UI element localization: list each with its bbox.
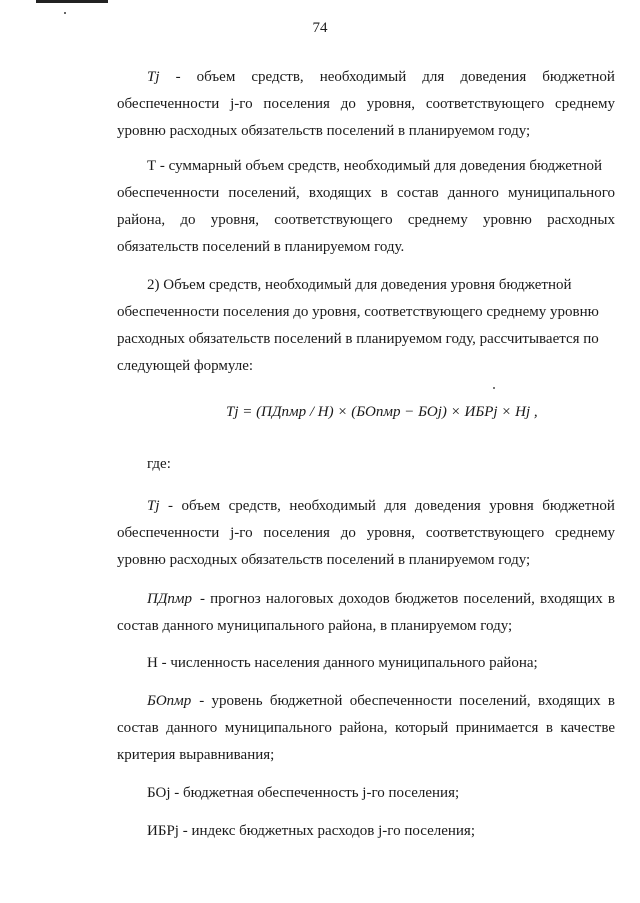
definition-ibrj bbox=[117, 818, 615, 845]
text-line: Tj - объем средств, необходимый для доведения уровня бюджетной bbox=[147, 498, 615, 514]
text-line: обеспеченности поселений, входящих в состав данного муниципального bbox=[117, 185, 615, 201]
where-label: где: bbox=[147, 456, 171, 472]
paragraph-t-total bbox=[117, 153, 615, 261]
text-line: обеспеченности j-го поселения до уровня, соответствующего среднему bbox=[117, 96, 615, 112]
text-line: критерия выравнивания; bbox=[117, 747, 275, 763]
paragraph-formula-intro bbox=[117, 272, 615, 380]
page-number: 74 bbox=[312, 20, 328, 36]
scan-dot-2 bbox=[493, 387, 495, 389]
text-line: расходных обязательств поселений в планируемом году, рассчитывается по bbox=[117, 331, 599, 347]
formula: Tj = (ПДпмр / Н) × (БОпмр − БОj) × ИБРj × Нj , bbox=[226, 404, 538, 420]
definition-boj bbox=[117, 780, 615, 807]
definition-tj bbox=[117, 493, 615, 574]
text-line: уровню расходных обязательств поселений в планируемом году; bbox=[117, 123, 531, 139]
text-line: района, до уровня, соответствующего среднему уровню расходных bbox=[117, 212, 615, 228]
text-line: состав данного муниципального района, который принимается в качестве bbox=[117, 720, 615, 736]
text-line: обеспеченности j-го поселения до уровня, соответствующего среднему bbox=[117, 525, 615, 541]
text-line: 2) Объем средств, необходимый для доведения уровня бюджетной bbox=[147, 277, 572, 293]
paragraph-tj-1 bbox=[117, 64, 615, 145]
text-line: Н - численность населения данного муниципального района; bbox=[147, 655, 538, 671]
definition-pdpmr bbox=[117, 586, 615, 640]
text-line: Т - суммарный объем средств, необходимый для доведения бюджетной bbox=[147, 158, 603, 174]
scan-dot bbox=[64, 12, 66, 14]
text-line: уровню расходных обязательств поселений в планируемом году; bbox=[117, 552, 531, 568]
scan-mark bbox=[36, 0, 108, 3]
text-line: состав данного муниципального района, в планируемом году; bbox=[117, 618, 513, 634]
text-line: БОпмр - уровень бюджетной обеспеченности поселений, входящих в bbox=[147, 693, 615, 709]
text-line: обеспеченности поселения до уровня, соответствующего среднему уровню bbox=[117, 304, 599, 320]
text-line: Tj - объем средств, необходимый для доведения бюджетной bbox=[147, 69, 615, 85]
text-line: БОj - бюджетная обеспеченность j-го поселения; bbox=[147, 785, 460, 801]
definition-bopmr bbox=[117, 688, 615, 769]
text-line: следующей формуле: bbox=[117, 358, 254, 374]
text-line: ИБРj - индекс бюджетных расходов j-го поселения; bbox=[147, 823, 475, 839]
text-line: обязательств поселений в планируемом году. bbox=[117, 239, 405, 255]
definition-n bbox=[117, 650, 615, 677]
text-line: ПДпмр - прогноз налоговых доходов бюджетов поселений, входящих в bbox=[147, 591, 615, 607]
